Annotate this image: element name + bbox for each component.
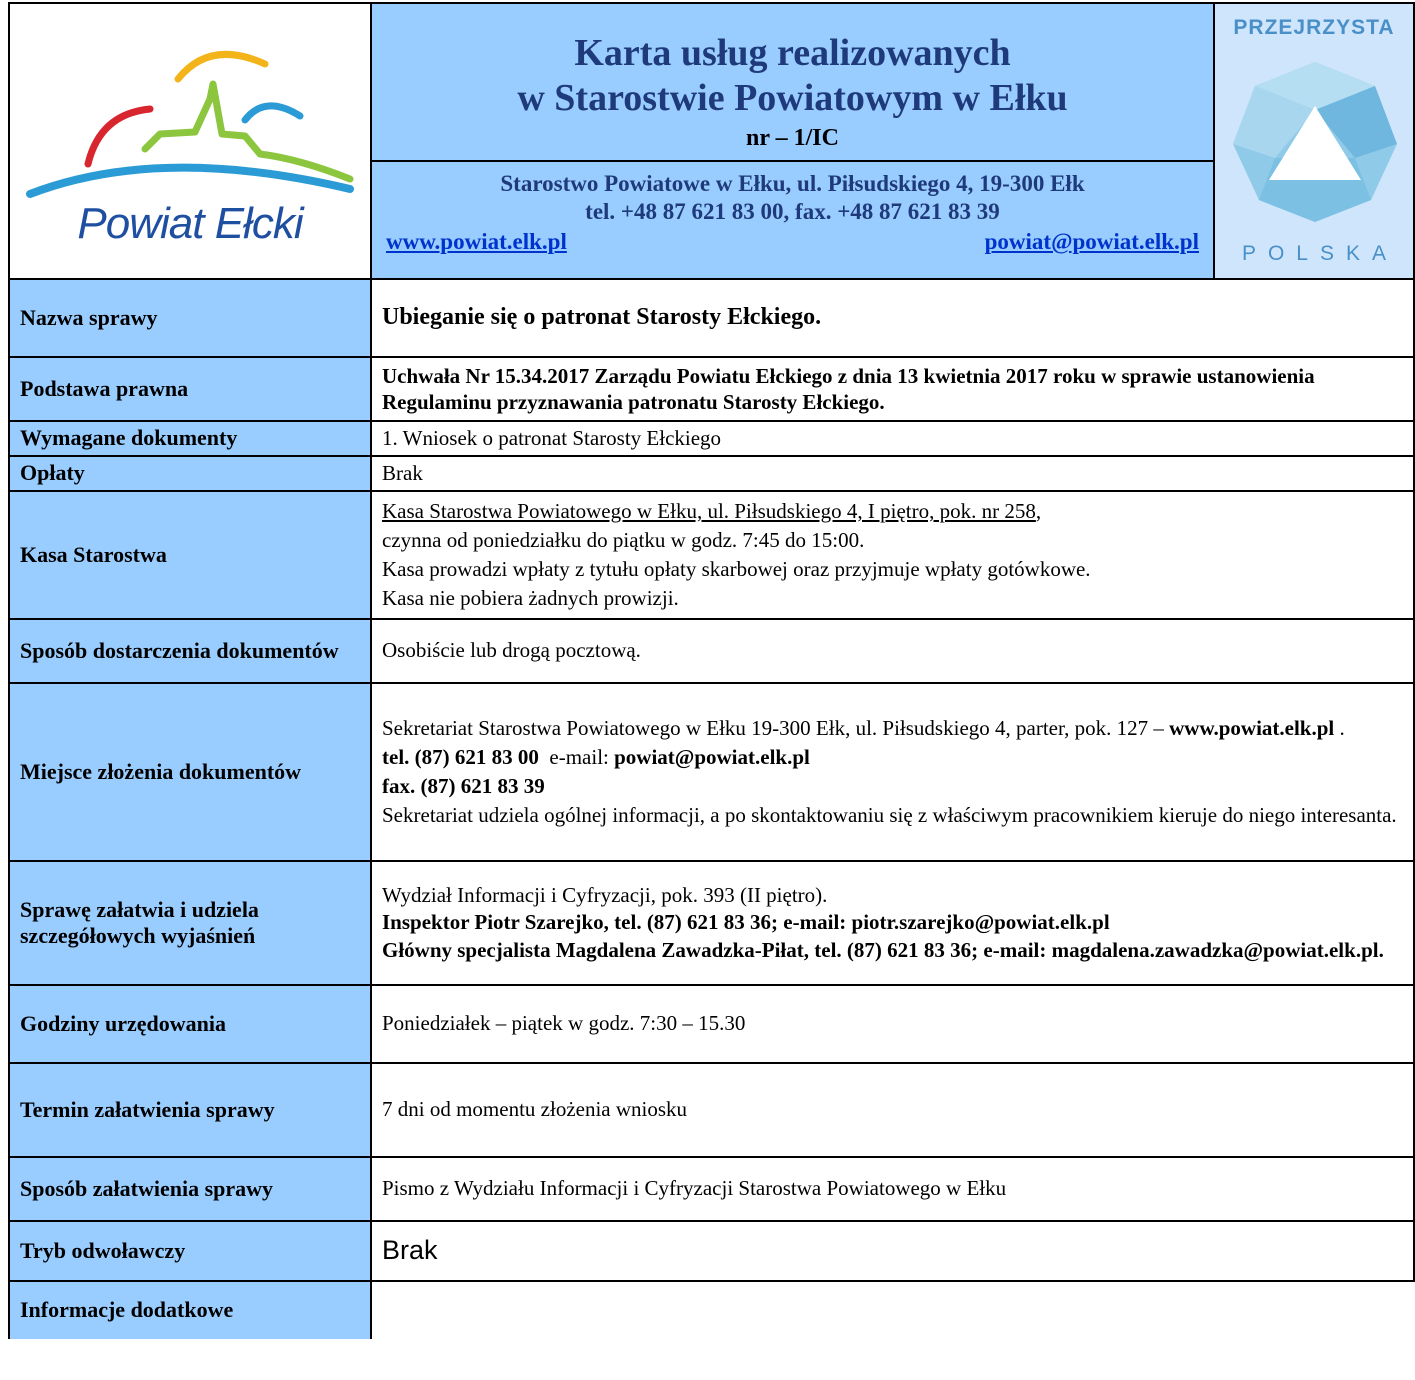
crystal-icon xyxy=(1215,40,1415,240)
card-number: nr – 1/IC xyxy=(746,124,839,151)
logo-text: Powiat Ełcki xyxy=(77,199,303,248)
miejsce-email: powiat@powiat.elk.pl xyxy=(614,744,810,769)
row-value: Pismo z Wydziału Informacji i Cyfryzacji Starostwa Powiatowego w Ełku xyxy=(371,1157,1414,1221)
row-label: Wymagane dokumenty xyxy=(9,421,371,456)
tryb-value: Brak xyxy=(382,1235,438,1266)
title-cell xyxy=(371,3,1214,279)
row-value: 1. Wniosek o patronat Starosty Ełckiego xyxy=(371,421,1414,456)
row-label: Sprawę załatwia i udziela szczegółowych wyjaśnień xyxy=(9,861,371,985)
row-tryb xyxy=(9,1221,1414,1281)
row-value: Brak xyxy=(371,456,1414,491)
row-oplaty xyxy=(9,456,1414,491)
row-value: Uchwała Nr 15.34.2017 Zarządu Powiatu Ełckiego z dnia 13 kwietnia 2017 roku w sprawie ustanowienia Regulaminu przyznawania patronatu Starosty Ełckiego. xyxy=(371,357,1414,421)
miejsce-contacts xyxy=(382,743,1403,772)
row-value: Osobiście lub drogą pocztową. xyxy=(371,619,1414,683)
row-label: Godziny urzędowania xyxy=(9,985,371,1063)
row-termin xyxy=(9,1063,1414,1157)
row-nazwa xyxy=(9,279,1414,357)
kasa-address: Kasa Starostwa Powiatowego w Ełku, ul. Piłsudskiego 4, I piętro, pok. nr 258 xyxy=(382,499,1036,523)
row-label: Tryb odwoławczy xyxy=(9,1221,371,1281)
row-label: Opłaty xyxy=(9,456,371,491)
row-label: Sposób załatwienia sprawy xyxy=(9,1157,371,1221)
miejsce-website: www.powiat.elk.pl xyxy=(1169,716,1335,740)
row-value xyxy=(371,683,1414,861)
kasa-no-fees: Kasa nie pobiera żadnych prowizji. xyxy=(382,585,679,610)
row-wyjasnienia xyxy=(9,861,1414,985)
kasa-hours: czynna od poniedziałku do piątku w godz. 7:45 do 15:00. xyxy=(382,527,865,552)
kasa-services: Kasa prowadzi wpłaty z tytułu opłaty skarbowej oraz przyjmuje wpłaty gotówkowe. xyxy=(382,556,1091,581)
przejrzysta-polska-badge xyxy=(1214,3,1414,279)
row-sposob xyxy=(9,1157,1414,1221)
row-value xyxy=(371,491,1414,619)
wyjasnienia-specialist: Główny specjalista Magdalena Zawadzka-Piłat, tel. (87) 621 83 36; e-mail: magdalena.zawadzka@powiat.elk.pl. xyxy=(382,937,1384,962)
row-label: Nazwa sprawy xyxy=(9,279,371,357)
miejsce-address: Sekretariat Starostwa Powiatowego w Ełku 19-300 Ełk, ul. Piłsudskiego 4, parter, pok. 127 – xyxy=(382,716,1170,740)
miejsce-email-label: e-mail: xyxy=(538,744,615,769)
row-label: Termin załatwienia sprawy xyxy=(9,1063,371,1157)
miejsce-info: Sekretariat udziela ogólnej informacji, a po skontaktowaniu się z właściwym pracownikiem kieruje do niego interesanta. xyxy=(382,802,1397,827)
kasa-line1 xyxy=(382,497,1403,526)
miejsce-phone: tel. (87) 621 83 00 xyxy=(382,744,539,769)
card-title-line1: Karta usług realizowanych xyxy=(574,31,1011,74)
row-label: Sposób dostarczenia dokumentów xyxy=(9,619,371,683)
logo-cell xyxy=(9,3,371,279)
email-link[interactable]: powiat@powiat.elk.pl xyxy=(984,229,1199,255)
service-card xyxy=(8,2,1415,1339)
row-godziny xyxy=(9,985,1414,1063)
office-address: Starostwo Powiatowe w Ełku, ul. Piłsudskiego 4, 19-300 Ełk xyxy=(500,170,1085,196)
wyjasnienia-department: Wydział Informacji i Cyfryzacji, pok. 393 (II piętro). xyxy=(382,882,828,907)
wyjasnienia-inspector: Inspektor Piotr Szarejko, tel. (87) 621 83 36; e-mail: piotr.szarejko@powiat.elk.pl xyxy=(382,910,1110,935)
office-phone-fax: tel. +48 87 621 83 00, fax. +48 87 621 83 39 xyxy=(585,199,1000,225)
row-value xyxy=(371,861,1414,985)
row-dokumenty xyxy=(9,421,1414,456)
row-miejsce xyxy=(9,683,1414,861)
card-title-line2: w Starostwie Powiatowym w Ełku xyxy=(517,76,1068,119)
badge-bottom-text: POLSKA xyxy=(1241,242,1399,265)
kasa-line1-tail: , xyxy=(1035,499,1042,523)
row-info xyxy=(9,1281,1414,1339)
row-dostarczenie xyxy=(9,619,1414,683)
badge-top-text: PRZEJRZYSTA xyxy=(1233,16,1395,39)
miejsce-line1 xyxy=(382,714,1403,743)
row-value: Poniedziałek – piątek w godz. 7:30 – 15.30 xyxy=(371,985,1414,1063)
row-podstawa xyxy=(9,357,1414,421)
address-block xyxy=(372,160,1213,262)
row-kasa xyxy=(9,491,1414,619)
miejsce-fax: fax. (87) 621 83 39 xyxy=(382,773,545,798)
powiat-elcki-logo-icon xyxy=(10,24,368,214)
miejsce-line1-tail: . xyxy=(1334,716,1345,740)
row-label: Kasa Starostwa xyxy=(9,491,371,619)
row-label: Informacje dodatkowe xyxy=(9,1281,371,1339)
row-label: Podstawa prawna xyxy=(9,357,371,421)
row-label: Miejsce złożenia dokumentów xyxy=(9,683,371,861)
row-value: 7 dni od momentu złożenia wniosku xyxy=(371,1063,1414,1157)
row-value xyxy=(371,279,1414,357)
website-link[interactable]: www.powiat.elk.pl xyxy=(386,229,567,255)
case-name: Ubieganie się o patronat Starosty Ełckiego. xyxy=(382,304,822,331)
row-value xyxy=(371,1221,1414,1281)
contact-links xyxy=(386,229,1199,255)
row-value xyxy=(371,1281,1414,1339)
